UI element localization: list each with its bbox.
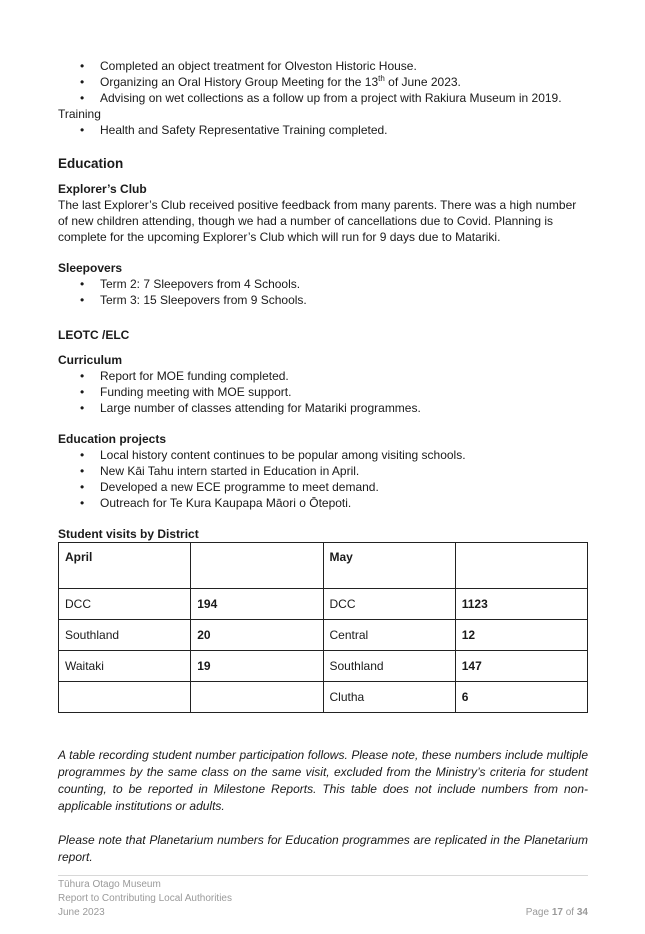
table-cell: DCC xyxy=(323,589,455,620)
list-item: • Health and Safety Representative Training completed. xyxy=(58,122,588,138)
student-visits-heading: Student visits by District xyxy=(58,527,199,541)
table-header-row xyxy=(59,543,588,589)
table-row xyxy=(59,620,588,651)
planetarium-note: Please note that Planetarium numbers for Education programmes are replicated in the Planetarium report. xyxy=(58,833,588,864)
table-cell: Southland xyxy=(323,651,455,682)
table-cell: 194 xyxy=(191,589,323,620)
explorers-club-text: The last Explorer’s Club received positive feedback from many parents. There was a high number of new children attending, though we had a number of cancellations due to Covid. Planning is complete for the upcoming Explorer’s Club which will run for 9 days due to Matariki. xyxy=(58,198,577,244)
training-bullet-list xyxy=(58,122,588,138)
education-heading: Education xyxy=(58,156,124,171)
list-item: • Funding meeting with MOE support. xyxy=(58,384,588,400)
education-projects-bullet-list xyxy=(58,447,588,511)
list-item: • New Kāi Tahu intern started in Education in April. xyxy=(58,463,588,479)
table-row xyxy=(59,682,588,713)
table-cell: Clutha xyxy=(323,682,455,713)
table-cell: 19 xyxy=(191,651,323,682)
table-cell: 1123 xyxy=(455,589,587,620)
table-row xyxy=(59,589,588,620)
list-item: • Completed an object treatment for Olveston Historic House. xyxy=(58,58,588,74)
table-header-cell: April xyxy=(59,543,191,589)
table-cell: 20 xyxy=(191,620,323,651)
student-visits-table xyxy=(58,542,588,713)
list-item: • Organizing an Oral History Group Meeting for the 13th of June 2023. xyxy=(58,74,588,90)
footer-report: Report to Contributing Local Authorities xyxy=(58,893,232,904)
curriculum-heading: Curriculum xyxy=(58,353,123,367)
footer-org: Tūhura Otago Museum xyxy=(58,879,161,890)
table-cell: 12 xyxy=(455,620,587,651)
education-projects-heading: Education projects xyxy=(58,432,167,446)
sleepovers-heading: Sleepovers xyxy=(58,261,123,275)
participation-note: A table recording student number participation follows. Please note, these numbers include multiple programmes by the same class on the same visit, excluded from the Ministry’s criteria for student counting, to be reported in Milestone Reports. This table does not include numbers from non-applicable institutions or adults. xyxy=(58,748,588,813)
list-item: • Large number of classes attending for Matariki programmes. xyxy=(58,400,588,416)
leotc-heading: LEOTC /ELC xyxy=(58,328,130,342)
training-label: Training xyxy=(58,107,101,121)
table-cell: Waitaki xyxy=(59,651,191,682)
page-footer xyxy=(58,875,588,920)
explorers-club-heading: Explorer’s Club xyxy=(58,182,147,196)
top-bullet-list xyxy=(58,58,588,106)
table-cell: 6 xyxy=(455,682,587,713)
sleepovers-bullet-list xyxy=(58,276,588,308)
page-number: Page 17 of 34 xyxy=(525,907,588,918)
table-cell: Southland xyxy=(59,620,191,651)
table-header-cell xyxy=(455,543,587,589)
table-cell: 147 xyxy=(455,651,587,682)
table-header-cell: May xyxy=(323,543,455,589)
list-item: • Local history content continues to be popular among visiting schools. xyxy=(58,447,588,463)
document-page xyxy=(58,0,588,866)
curriculum-bullet-list xyxy=(58,368,588,416)
table-cell: DCC xyxy=(59,589,191,620)
table-cell xyxy=(59,682,191,713)
table-header-cell xyxy=(191,543,323,589)
list-item: • Term 3: 15 Sleepovers from 9 Schools. xyxy=(58,292,588,308)
list-item: • Outreach for Te Kura Kaupapa Māori o Ōtepoti. xyxy=(58,495,588,511)
table-cell: Central xyxy=(323,620,455,651)
list-item: • Developed a new ECE programme to meet demand. xyxy=(58,479,588,495)
list-item: • Report for MOE funding completed. xyxy=(58,368,588,384)
list-item: • Term 2: 7 Sleepovers from 4 Schools. xyxy=(58,276,588,292)
list-item: • Advising on wet collections as a follow up from a project with Rakiura Museum in 2019. xyxy=(58,90,588,106)
table-row xyxy=(59,651,588,682)
footer-date: June 2023 xyxy=(58,907,105,918)
table-cell xyxy=(191,682,323,713)
